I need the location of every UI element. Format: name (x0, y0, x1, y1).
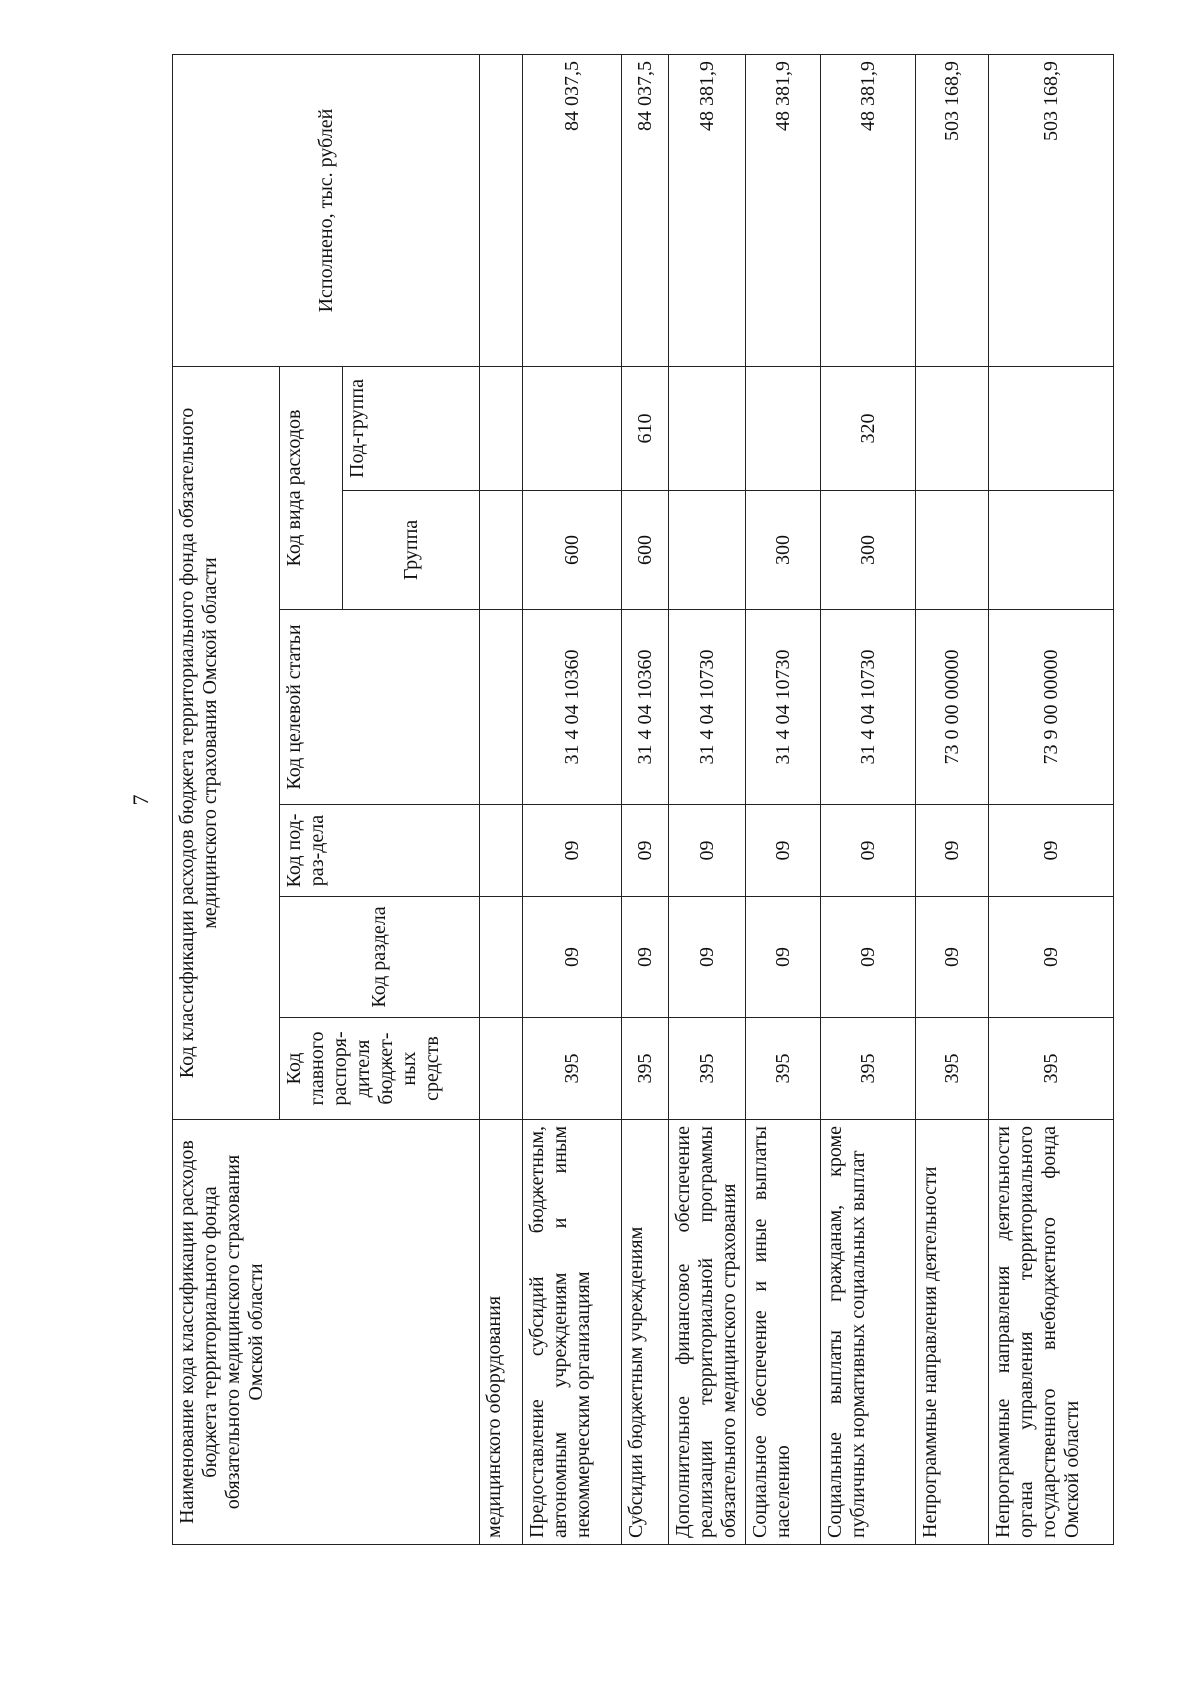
row-tsel: 31 4 04 10360 (622, 610, 669, 805)
header-razdel: Код раздела (280, 897, 480, 1018)
table-row (669, 55, 746, 1545)
row-name: Субсидии бюджетным учреждениям (622, 1120, 669, 1545)
row-podrazdel: 09 (821, 805, 916, 897)
row-grbs: 395 (989, 1018, 1114, 1120)
row-amount (480, 55, 523, 367)
row-tsel: 31 4 04 10730 (821, 610, 916, 805)
row-razdel: 09 (746, 897, 821, 1018)
row-podgruppa: 610 (622, 367, 669, 491)
row-amount: 503 168,9 (916, 55, 989, 367)
row-grbs: 395 (622, 1018, 669, 1120)
row-gruppa (669, 491, 746, 610)
row-razdel (480, 897, 523, 1018)
row-name: Непрограммные направления деятельности органа управления территориального государственного внебюджетного фонда Омской области (989, 1120, 1114, 1545)
row-razdel: 09 (669, 897, 746, 1018)
row-podgruppa (916, 367, 989, 491)
row-name: Социальные выплаты гражданам, кроме публичных нормативных социальных выплат (821, 1120, 916, 1545)
row-grbs: 395 (523, 1018, 622, 1120)
header-gruppa: Группа (343, 491, 480, 610)
table-row (989, 55, 1114, 1545)
row-podrazdel: 09 (523, 805, 622, 897)
row-podgruppa (480, 367, 523, 491)
row-podrazdel (480, 805, 523, 897)
header-amount: Исполнено, тыс. рублей (173, 55, 480, 367)
row-gruppa (916, 491, 989, 610)
header-name: Наименование кода классификации расходов бюджета территориального фонда обязательного медицинского страхования Омской области (173, 1120, 480, 1545)
row-amount: 48 381,9 (746, 55, 821, 367)
row-tsel: 73 0 00 00000 (916, 610, 989, 805)
row-amount: 503 168,9 (989, 55, 1114, 367)
row-tsel: 31 4 04 10360 (523, 610, 622, 805)
row-amount: 48 381,9 (669, 55, 746, 367)
header-grbs: Код главного распоря-дителя бюджет-ных средств (280, 1018, 480, 1120)
row-razdel: 09 (622, 897, 669, 1018)
header-podgruppa: Под-группа (343, 367, 480, 491)
table-row (480, 55, 523, 1545)
row-gruppa: 300 (821, 491, 916, 610)
expenditure-table (172, 54, 1114, 1545)
row-razdel: 09 (821, 897, 916, 1018)
row-name: медицинского оборудования (480, 1120, 523, 1545)
row-razdel: 09 (989, 897, 1114, 1018)
row-amount: 84 037,5 (622, 55, 669, 367)
page-number: 7 (128, 794, 153, 806)
row-podrazdel: 09 (746, 805, 821, 897)
row-gruppa (480, 491, 523, 610)
row-grbs: 395 (746, 1018, 821, 1120)
header-code-group: Код классификации расходов бюджета территориального фонда обязательного медицинского страхования Омской области (173, 367, 280, 1120)
row-name: Дополнительное финансовое обеспечение реализации территориальной программы обязательного медицинского страхования (669, 1120, 746, 1545)
row-razdel: 09 (916, 897, 989, 1018)
row-tsel: 31 4 04 10730 (669, 610, 746, 805)
row-podrazdel: 09 (989, 805, 1114, 897)
row-podgruppa (669, 367, 746, 491)
rotated-table-area (120, 55, 1115, 1545)
header-tsel: Код целевой статьи (280, 610, 480, 805)
row-gruppa: 600 (622, 491, 669, 610)
row-gruppa: 600 (523, 491, 622, 610)
row-razdel: 09 (523, 897, 622, 1018)
row-amount: 48 381,9 (821, 55, 916, 367)
header-podrazdel: Код под-раз-дела (280, 805, 480, 897)
table-row (523, 55, 622, 1545)
row-grbs (480, 1018, 523, 1120)
row-name: Предоставление субсидий бюджетным, автономным учреждениям и иным некоммерческим организациям (523, 1120, 622, 1545)
table-row (622, 55, 669, 1545)
row-gruppa (989, 491, 1114, 610)
row-tsel: 73 9 00 00000 (989, 610, 1114, 805)
row-podgruppa (989, 367, 1114, 491)
row-podgruppa: 320 (821, 367, 916, 491)
row-gruppa: 300 (746, 491, 821, 610)
row-podrazdel: 09 (916, 805, 989, 897)
row-grbs: 395 (821, 1018, 916, 1120)
row-name: Непрограммные направления деятельности (916, 1120, 989, 1545)
row-tsel (480, 610, 523, 805)
row-podgruppa (523, 367, 622, 491)
header-vid: Код вида расходов (280, 367, 343, 610)
row-podgruppa (746, 367, 821, 491)
row-tsel: 31 4 04 10730 (746, 610, 821, 805)
table-row (916, 55, 989, 1545)
row-podrazdel: 09 (622, 805, 669, 897)
row-grbs: 395 (669, 1018, 746, 1120)
row-amount: 84 037,5 (523, 55, 622, 367)
row-podrazdel: 09 (669, 805, 746, 897)
table-row (821, 55, 916, 1545)
row-name: Социальное обеспечение и иные выплаты населению (746, 1120, 821, 1545)
table-row (746, 55, 821, 1545)
row-grbs: 395 (916, 1018, 989, 1120)
